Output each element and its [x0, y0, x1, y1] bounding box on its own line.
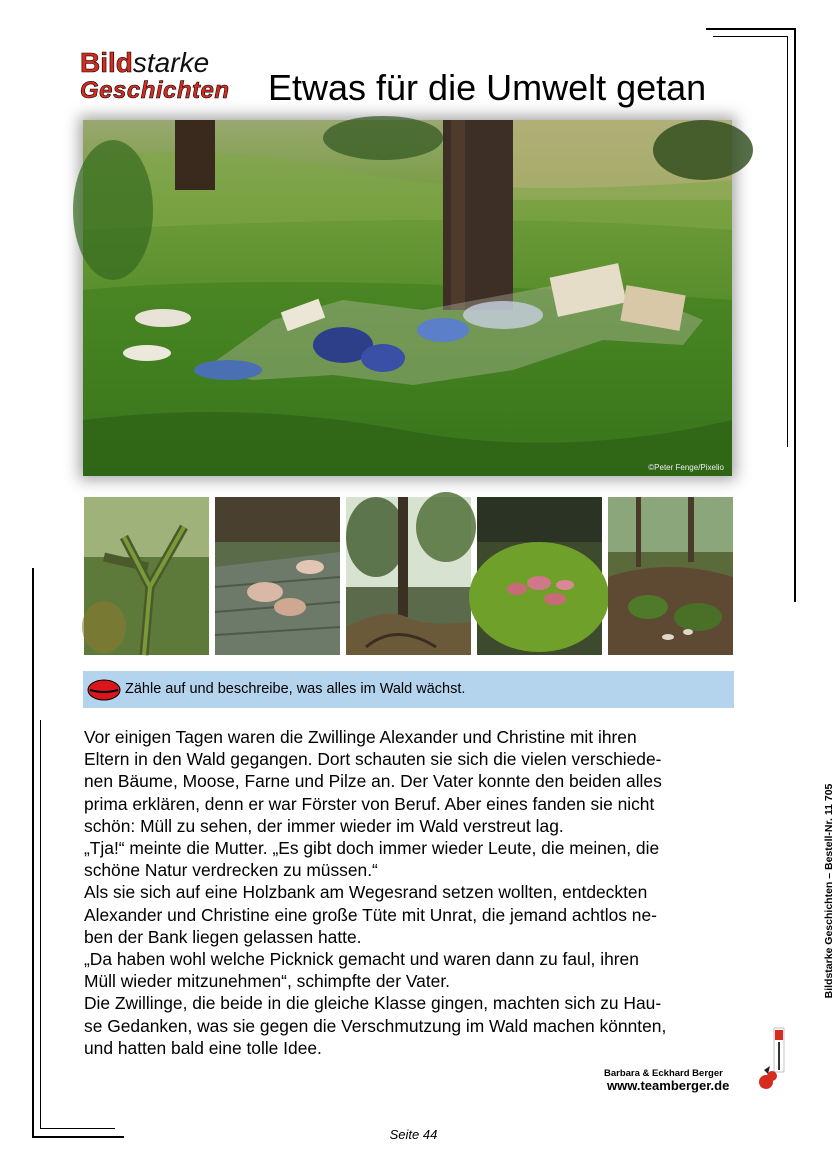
- story-line: „Tja!“ meinte die Mutter. „Es gibt doch immer wieder Leute, die meinen, die: [84, 838, 660, 859]
- story-line: und hatten bald eine tolle Idee.: [84, 1037, 322, 1058]
- thumbnail-forest-roots: [346, 497, 471, 655]
- story-line: Müll wieder mitzunehmen“, schimpfte der Vater.: [84, 971, 450, 992]
- story-line: ben der Bank liegen gelassen hatte.: [84, 926, 362, 947]
- hero-photo-forest-litter: [83, 120, 732, 476]
- story-line: „Da haben wohl welche Picknick gemacht und waren dann zu faul, ihren: [84, 949, 639, 970]
- lips-icon: [87, 679, 121, 701]
- photo-credit: ©Peter Fenge/Pixelio: [648, 463, 724, 472]
- fallen-log-leaves-photo: [215, 497, 340, 655]
- forest-floor-photo: [608, 497, 733, 655]
- story-line: Als sie sich auf eine Holzbank am Wegesrand setzen wollten, entdeckten: [84, 882, 648, 903]
- page-number: Seite 44: [389, 1127, 438, 1142]
- story-line: schön: Müll zu sehen, der immer wieder im Wald verstreut lag.: [84, 815, 564, 836]
- thumbnail-forest-floor: [608, 497, 733, 655]
- side-order-number: Bildstarke Geschichten – Bestell-Nr. 11 705: [823, 783, 835, 999]
- thumbnail-fallen-log: [215, 497, 340, 655]
- page-title: Etwas für die Umwelt getan: [268, 67, 707, 108]
- story-line: prima erklären, denn er war Förster von Beruf. Aber eines fanden sie nicht: [84, 793, 655, 814]
- website-link[interactable]: www.teamberger.de: [607, 1078, 730, 1093]
- logo-part-starke: starke: [132, 47, 210, 78]
- story-line: Eltern in den Wald gegangen. Dort schauten sie sich die vielen verschiede-: [84, 749, 662, 770]
- thumbnail-mushrooms: [477, 497, 602, 655]
- mossy-tree-photo: [84, 497, 209, 655]
- mushrooms-on-moss-photo: [477, 497, 602, 655]
- authors: Barbara & Eckhard Berger: [604, 1068, 723, 1079]
- forest-roots-photo: [346, 497, 471, 655]
- story-text: [84, 726, 754, 1059]
- series-logo: [80, 48, 240, 106]
- task-instruction: Zähle auf und beschreibe, was alles im Wald wächst.: [125, 681, 466, 697]
- kohl-verlag-logo: [758, 1026, 788, 1096]
- story-line: se Gedanken, was sie gegen die Verschmutzung im Wald machen könnten,: [84, 1015, 667, 1036]
- story-line: nen Bäume, Moose, Farne und Pilze an. Der Vater konnte den beiden alles: [84, 771, 662, 792]
- logo-part-bild: Bild: [80, 47, 133, 78]
- hero-photo-graphic: [83, 120, 732, 476]
- story-line: Die Zwillinge, die beide in die gleiche Klasse gingen, machten sich zu Hau-: [84, 993, 662, 1014]
- story-line: Vor einigen Tagen waren die Zwillinge Alexander und Christine mit ihren: [84, 727, 637, 747]
- task-box: [83, 671, 734, 708]
- story-line: schöne Natur verdrecken zu müssen.“: [84, 860, 378, 881]
- logo-part-geschichten: Geschichten: [80, 77, 230, 104]
- thumbnail-mossy-tree: [84, 497, 209, 655]
- story-line: Alexander und Christine eine große Tüte mit Unrat, die jemand achtlos ne-: [84, 904, 657, 925]
